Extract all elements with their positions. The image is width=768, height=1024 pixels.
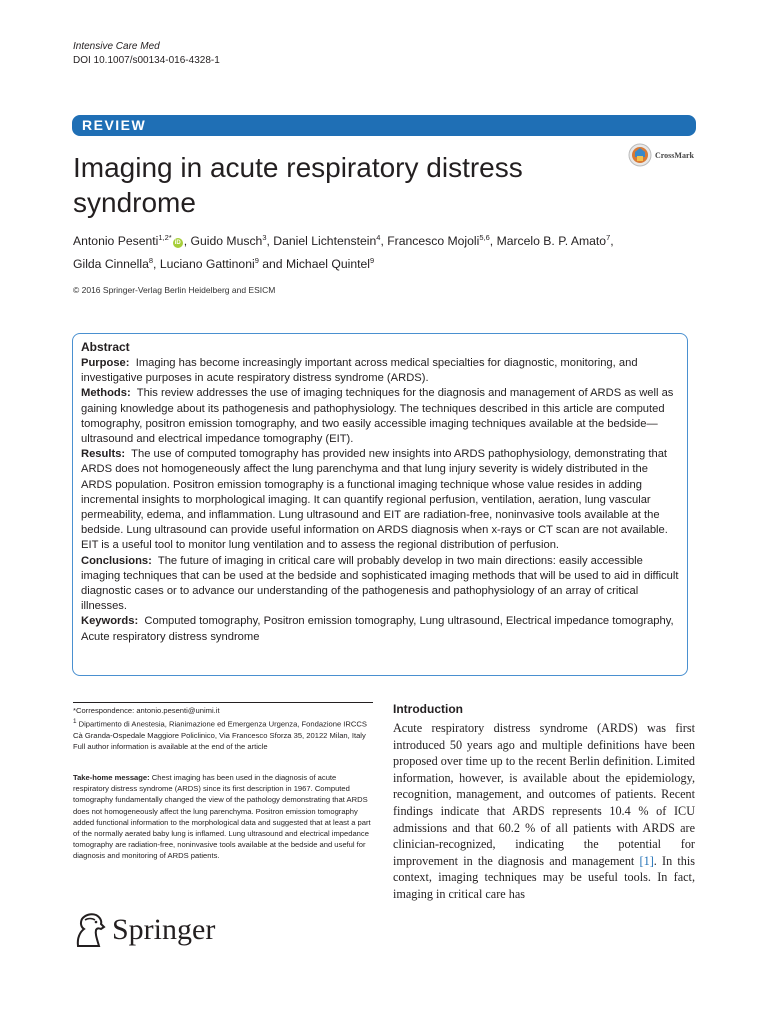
correspondence[interactable]: *Correspondence: antonio.pesenti@unimi.it xyxy=(73,706,220,715)
author[interactable]: Luciano Gattinoni$^9$ xyxy=(159,256,259,272)
crossmark-icon xyxy=(628,143,652,167)
copyright-notice: © 2016 Springer-Verlag Berlin Heidelberg and ESICM xyxy=(73,285,276,295)
springer-horse-icon xyxy=(72,912,106,948)
footnotes xyxy=(73,702,373,752)
article-title: Imaging in acute respiratory distress syndrome xyxy=(73,152,523,218)
affiliation: $^1$ Dipartimento di Anestesia, Rianimazione ed Emergenza Urgenza, Fondazione IRCCS Cà Granda-Ospedale Maggiore Policlinico, Via Francesco Sforza 35, 20122 Milan, Italy xyxy=(73,718,367,740)
orcid-icon[interactable]: iD xyxy=(174,240,181,247)
publisher-name: Springer xyxy=(112,913,216,946)
abstract-conclusions: Conclusions: The future of imaging in critical care will probably develop in two main directions: easily accessible imaging techniques that can be used at the bedside and sophisticated imaging methods that will be used to aid in difficult diagnostic cases or to advance our understanding of the pathogenesis and pathophysiology of an array of critical illnesses. xyxy=(81,554,679,613)
doi[interactable]: DOI 10.1007/s00134-016-4328-1 xyxy=(73,55,220,66)
abstract-results: Results: The use of computed tomography has provided new insights into ARDS pathophysiology, demonstrating that ARDS does not homogeneously affect the lung parenchyma and that lung injury severity is widely distributed in the ARDS population. Positron emission tomography is a functional imaging technique whose value resides in adding incremental insights to morphological imaging. It can quantify regional perfusion, ventilation, aeration, lung vascular permeability, edema, and inflammation. Lung ultrasound and EIT are radiation-free, noninvasive tools available at the bedside. Lung ultrasound can provide useful information on ARDS diagnosis when x-rays or CT scan are not available. EIT is a useful tool to monitor lung ventilation and to assess the regional distribution of perfusion. xyxy=(81,448,668,552)
author[interactable]: Michael Quintel$^9$ xyxy=(285,256,375,272)
author-list: Antonio Pesenti$^{1,2*}$iD , Guido Musch$^3$, Daniel Lichtenstein$^4$, Francesco Mojoli$^{5,6}$, Marcelo B. P. Amato$^7$, Gilda Cinnella$^8$, Luciano Gattinoni$^9$ and Michael Quintel$^9$ xyxy=(73,233,614,272)
introduction-heading: Introduction xyxy=(393,702,463,716)
section-label: REVIEW xyxy=(82,117,147,133)
author[interactable]: Gilda Cinnella$^8$ xyxy=(73,256,154,272)
take-home-message: Take-home message: Chest imaging has been used in the diagnosis of acute respiratory distress syndrome (ARDS) since its first description in 1967. Computed tomography fundamentally changed the view of the pathology demonstrating that ARDS does not homogeneously affect the lung parenchyma. Positron emission tomography added functional information to the morphological data and suggested that at least a part of the normally aerated baby lung is inflamed. Lung ultrasound and electrical impedance tomography are radiation-free, noninvasive tools available at the bedside and useful for diagnosis and monitoring of ARDS patients. xyxy=(73,773,371,861)
abstract-methods: Methods: This review addresses the use of imaging techniques for the diagnosis and management of ARDS as well as gaining knowledge about its pathogenesis and pathophysiology. The techniques described in this article are computed tomography, positron emission tomography, and two easily accessible imaging techniques available at the bedside—ultrasound and electrical impedance tomography (EIT). xyxy=(81,387,674,446)
crossmark-label: CrossMark xyxy=(655,150,694,160)
author[interactable]: Guido Musch$^3$ xyxy=(190,233,267,249)
abstract-keywords: Keywords: Computed tomography, Positron emission tomography, Lung ultrasound, Electrical impedance tomography, Acute respiratory distress syndrome xyxy=(81,615,674,643)
citation-link[interactable]: [1] xyxy=(639,853,654,868)
abstract-purpose: Purpose: Imaging has become increasingly important across medical specialties for diagnostic, monitoring, and investigative purposes in acute respiratory distress syndrome (ARDS). xyxy=(81,357,638,385)
abstract-box xyxy=(72,333,688,676)
journal-name: Intensive Care Med xyxy=(73,41,160,52)
publisher-logo xyxy=(72,912,215,948)
full-author-info: Full author information is available at the end of the article xyxy=(73,742,268,752)
section-banner xyxy=(72,115,696,136)
abstract-heading: Abstract xyxy=(81,340,130,354)
author[interactable]: Antonio Pesenti$^{1,2*}$ xyxy=(73,233,172,249)
author[interactable]: Francesco Mojoli$^{5,6}$ xyxy=(387,233,490,249)
author[interactable]: Marcelo B. P. Amato$^7$ xyxy=(496,233,611,249)
author[interactable]: Daniel Lichtenstein$^4$ xyxy=(273,233,381,249)
introduction-text: Acute respiratory distress syndrome (ARDS) was first introduced 50 years ago and multiple definitions have been proposed over time up to the recent Berlin definition. Limited information, however, is available about the epidemiology, recognition, management, and outcomes of patients. Recent findings indicate that ARDS represents 10.4 % of ICU admissions and that 60.2 % of all patients with ARDS are clinician-recognized, indicating the potential for improvement in the diagnosis and management [1]. In this context, imaging techniques may be useful tools. In fact, imaging in critical care has xyxy=(393,721,695,901)
crossmark-badge[interactable] xyxy=(628,143,694,167)
